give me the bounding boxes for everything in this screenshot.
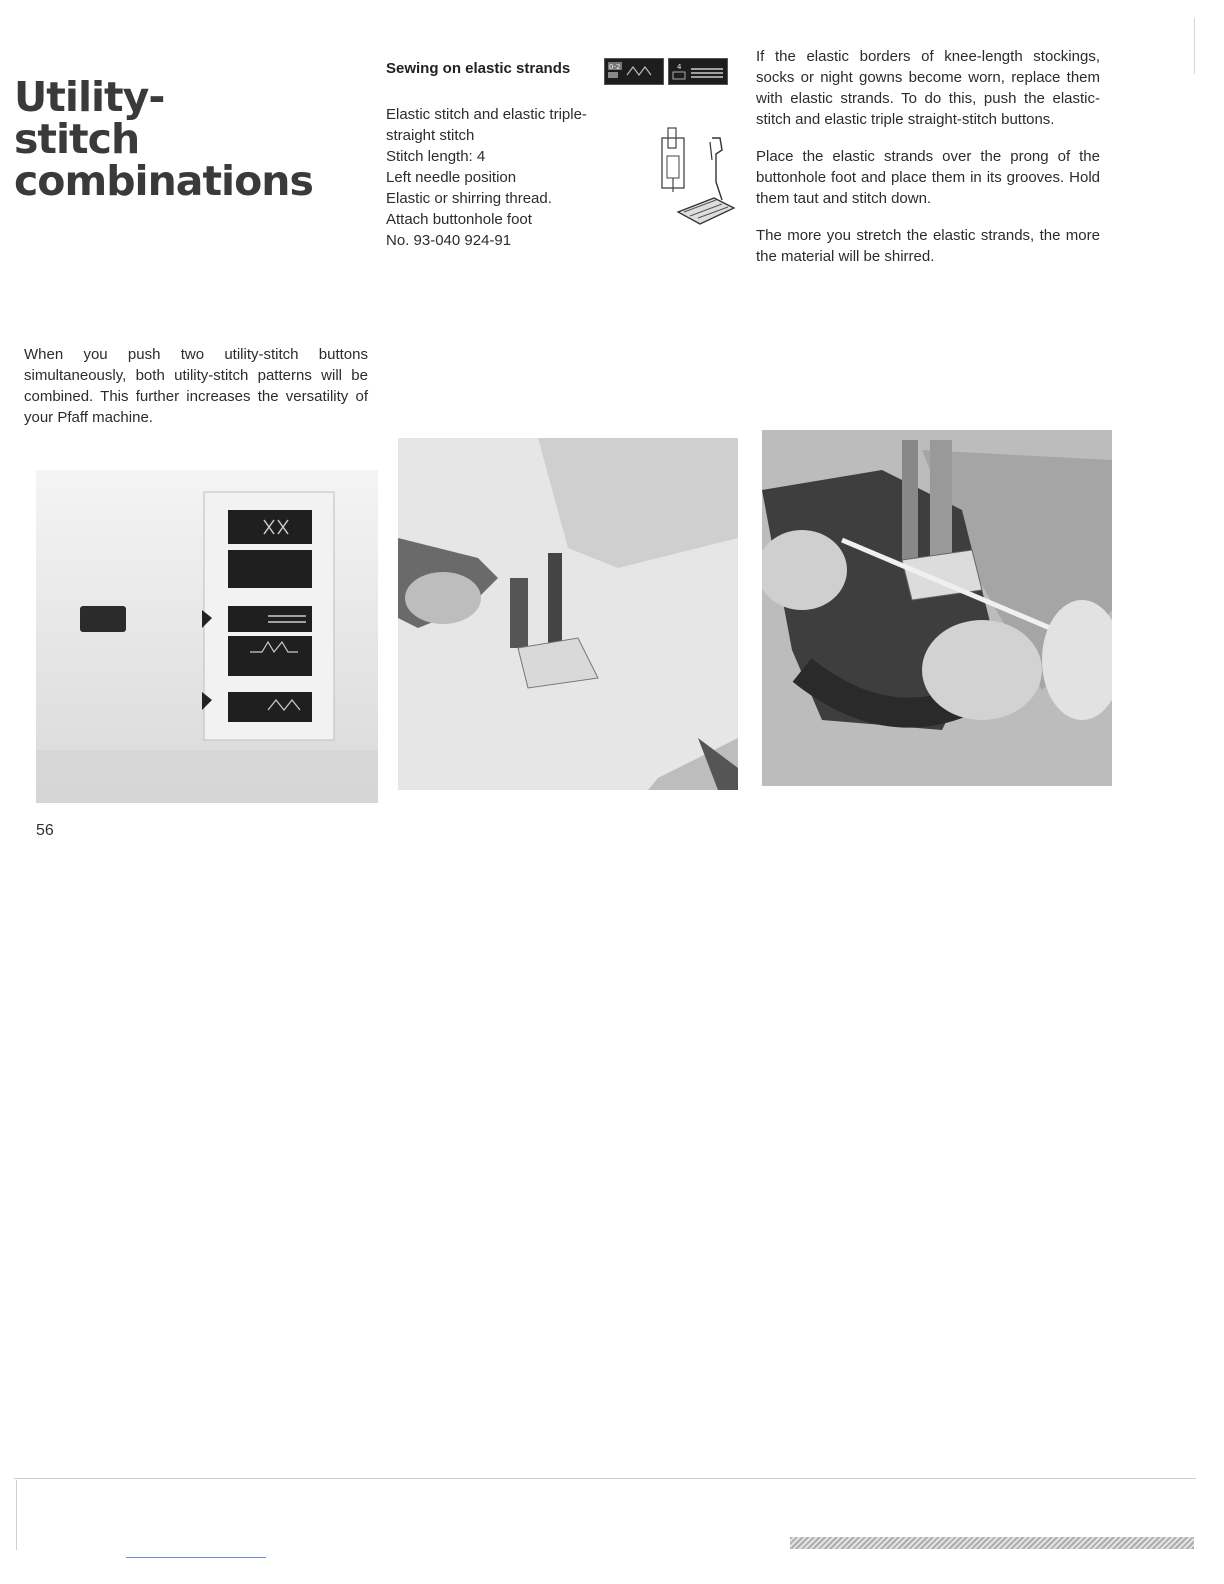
- spec-line: No. 93-040 924-91: [386, 232, 512, 249]
- spec-line: Attach buttonhole foot: [386, 211, 532, 228]
- title-line-3: combinations: [14, 157, 313, 205]
- spec-line: Elastic or shirring thread.: [386, 190, 552, 207]
- intro-text: When you push two utility-stitch buttons simultaneously, both utility-stitch patterns will be combined. This further increases the versatility of your Pfaff machine.: [24, 346, 368, 426]
- elastic-sewing-photo: [762, 430, 1112, 786]
- sewing-hand-photo: [398, 438, 738, 790]
- spec-line: Elastic stitch and elastic triple-: [386, 106, 587, 123]
- spec-line: straight stitch: [386, 127, 475, 144]
- elastic-stitch-button-icon: [604, 58, 664, 85]
- spec-line: Left needle position: [386, 169, 517, 186]
- right-paragraph-3: The more you stretch the elastic strands, the more the material will be shirred.: [756, 227, 1100, 265]
- intro-paragraph: [24, 344, 368, 428]
- button-label-0: 0-2: [609, 63, 621, 71]
- spec-line: Stitch length: 4: [386, 148, 486, 165]
- footer-divider: [14, 1478, 1196, 1479]
- spec-list: [386, 104, 636, 251]
- footer-hatched-band: [790, 1537, 1194, 1549]
- button-panel-photo: [36, 470, 378, 803]
- right-paragraph-2: Place the elastic strands over the prong of the buttonhole foot and place them in its grooves. Hold them taut and stitch down.: [756, 148, 1100, 207]
- edge-divider: [1194, 18, 1195, 74]
- footer-left-divider: [16, 1480, 17, 1550]
- page-title: [14, 73, 314, 205]
- right-column: [756, 46, 1100, 283]
- title-line-2: stitch: [14, 115, 140, 163]
- triple-straight-stitch-button-icon: [668, 58, 728, 85]
- right-paragraph-1: If the elastic borders of knee-length stockings, socks or night gowns become worn, replace them with elastic strands. To do this, push the elastic-stitch and elastic triple straight-stitch buttons.: [756, 48, 1100, 128]
- section-heading: Sewing on elastic strands: [386, 60, 571, 77]
- buttonhole-foot-icon: [650, 120, 742, 238]
- footer-blue-rule: [126, 1557, 266, 1558]
- button-label-1: 4: [677, 63, 682, 71]
- title-line-1: Utility-: [14, 73, 165, 121]
- page-number: 56: [36, 822, 54, 839]
